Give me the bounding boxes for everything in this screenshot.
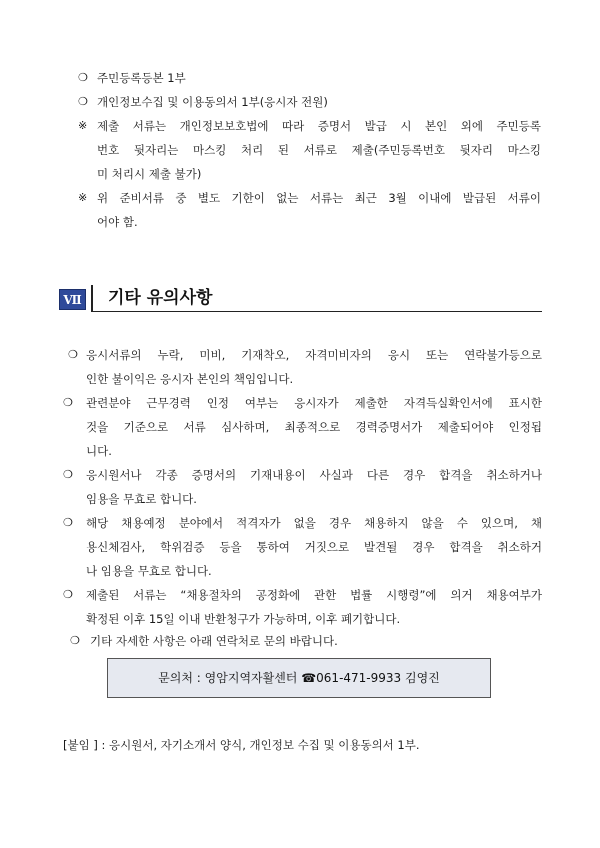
bullet-icon: ❍	[78, 95, 88, 108]
bullet-icon: ❍	[63, 588, 73, 601]
bullet-icon: ❍	[68, 348, 78, 361]
note-marker-icon: ※	[78, 119, 88, 132]
notice-line: 것을 기준으로 서류 심사하며, 최종적으로 경력증명서가 제출되어야 인정됩	[86, 420, 542, 434]
notice-line: 응시서류의 누락, 미비, 기재착오, 자격미비자의 응시 또는 연락불가등으로	[86, 348, 542, 362]
bullet-icon: ❍	[63, 468, 73, 481]
bullet-icon: ❍	[70, 634, 80, 647]
bullet-icon: ❍	[78, 71, 88, 84]
bullet-icon: ❍	[63, 396, 73, 409]
notice-line: 관련분야 근무경력 인정 여부는 응시자가 제출한 자격득실확인서에 표시한	[86, 396, 542, 410]
note-line: 어야 함.	[97, 215, 138, 229]
note-line: 번호 뒷자리는 마스킹 처리 된 서류로 제출(주민등록번호 뒷자리 마스킹	[97, 143, 541, 157]
notice-line: 니다.	[86, 444, 112, 458]
bullet-icon: ❍	[63, 516, 73, 529]
notice-line: 용신체검사, 학위검증 등을 통하여 거짓으로 발견될 경우 합격을 취소하거	[86, 540, 542, 554]
notice-line: 응시원서나 각종 증명서의 기재내용이 사실과 다른 경우 합격을 취소하거나	[86, 468, 542, 482]
contact-box	[107, 658, 491, 698]
note-line: 위 준비서류 중 별도 기한이 없는 서류는 최근 3월 이내에 발급된 서류이	[97, 191, 541, 205]
notice-line: 확정된 이후 15일 이내 반환청구가 가능하며, 이후 폐기합니다.	[86, 612, 401, 626]
notice-line: 임용을 무효로 합니다.	[86, 492, 197, 506]
attachment-note: [붙임 ] : 응시원서, 자기소개서 양식, 개인정보 수집 및 이용동의서 1부.	[63, 738, 420, 752]
section-divider	[91, 285, 93, 312]
notice-line: 해당 채용예정 분야에서 적격자가 없을 경우 채용하지 않을 수 있으며, 채	[86, 516, 542, 530]
contact-text: 문의처 : 영암지역자활센터 ☎061-471-9933 김영진	[158, 671, 440, 685]
notice-line: 인한 불이익은 응시자 본인의 책임입니다.	[86, 372, 294, 386]
requirement-item: 주민등록등본 1부	[97, 71, 186, 85]
note-line: 미 처리시 제출 불가)	[97, 167, 202, 181]
section-number-badge: Ⅶ	[59, 289, 86, 310]
notice-line: 제출된 서류는 “채용절차의 공정화에 관한 법률 시행령”에 의거 채용여부가	[86, 588, 542, 602]
notice-line: 기타 자세한 사항은 아래 연락처로 문의 바랍니다.	[90, 634, 338, 648]
section-underline	[93, 311, 542, 312]
note-line: 제출 서류는 개인정보보호법에 따라 증명서 발급 시 본인 외에 주민등록	[97, 119, 541, 133]
section-title: 기타 유의사항	[108, 288, 213, 308]
note-marker-icon: ※	[78, 191, 88, 204]
notice-line: 나 임용을 무효로 합니다.	[86, 564, 212, 578]
requirement-item: 개인정보수집 및 이용동의서 1부(응시자 전원)	[97, 95, 328, 109]
